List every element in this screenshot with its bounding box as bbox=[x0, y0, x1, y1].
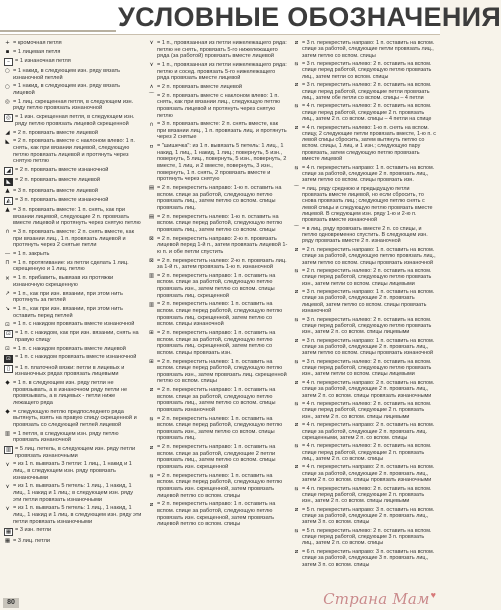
stitch-symbol-icon: ⌒ bbox=[148, 93, 155, 100]
legend-entry bbox=[293, 549, 436, 568]
legend-entry-text: = 1 изнаночная петля bbox=[15, 57, 71, 64]
legend-entry-text: = 3 п. перекрестить налево: 2 п. оставить на вспом. спице перед работой, следующую петлю провязать лиц., затем петли со вспом. спицы bbox=[302, 61, 432, 80]
legend-entry bbox=[293, 443, 436, 462]
legend-entry bbox=[293, 359, 436, 378]
legend-entry-text: = 2 п. провязать вместе лицевой bbox=[13, 129, 99, 136]
stitch-symbol-icon: ⧄ bbox=[294, 289, 299, 296]
legend-entry-text: = 2 п. провязать вместе с наклоном влево: 1 п. снять, как при вязании лицевой, следующую петлю провязать лицевой и протянуть через снятую петлю bbox=[13, 138, 135, 165]
stitch-symbol-icon: ⋎ bbox=[5, 461, 10, 468]
stitch-symbol-icon: ⧄ bbox=[294, 40, 299, 46]
legend-entry bbox=[4, 380, 142, 406]
legend-entry-text: = 2 п. провязать вместе изнаночной bbox=[15, 166, 109, 173]
legend-entry bbox=[293, 103, 436, 122]
stitch-symbol-icon: ▦ bbox=[5, 528, 12, 535]
legend-entry-text: = 4 п. перекрестить направо: 1 п. оставить на вспом. спице за работой, следующие 2 п. провязать лиц., затем петлю со вспом. спицы провязать изн. bbox=[302, 164, 435, 184]
stitch-symbol-icon: ⧅ bbox=[294, 485, 299, 492]
legend-entry bbox=[148, 501, 288, 527]
legend-entry-text: = 4 п. перекрестить налево: 1-ю п. снять на вспом. спицу, 2 следующие петли провязать вместе, 1-ю п. с левой спицы сбросить, затем вытянуть петлю со вспом. спицы, 1 лиц. и 1 изн.; следующую пару провязать, затем следующую петлю провязать вместе лицевой bbox=[302, 124, 436, 163]
stitch-symbol-icon: ⋎ bbox=[5, 505, 10, 512]
stitch-symbol-icon: ⧅ bbox=[294, 358, 299, 365]
legend-entry-text: = 3 п. перекрестить налево: 2 п. оставить на вспом. спице перед работой, следующую петлю провязать изн., затем петли со вспом. спицы лицевыми bbox=[302, 358, 432, 378]
legend-entry bbox=[148, 473, 288, 499]
stitch-symbol-icon: ⧄ bbox=[294, 337, 299, 344]
stitch-symbol-icon: ⊞ bbox=[149, 358, 154, 365]
page-title: УСЛОВНЫЕ ОБОЗНАЧЕНИЯ bbox=[118, 2, 501, 32]
legend-entry-text: = 1 п., как при изн. вязании, при этом нить протянуть за петлей bbox=[13, 290, 123, 304]
legend-entry bbox=[148, 444, 288, 470]
legend-entry-text: = 3 п. провязать вместе: 1 п. снять, как при вязании лицевой, следующие 2 п. провязать вместе лицевой и протянуть через снятую петлю bbox=[13, 207, 141, 227]
legend-entry bbox=[4, 99, 142, 112]
legend-entry-text: = 1 лицевая петля bbox=[13, 48, 61, 55]
legend-entry-text: = 5 п. перекрестить направо: 3 п. оставить на вспом. спице за работой, следующие 2 п. провязать лиц., затем 3 п. со вспом. спицы bbox=[302, 506, 435, 526]
stitch-symbol-icon: ↘ bbox=[5, 306, 10, 313]
legend-entry-text: = 1 п. прибавить, вывязав из протяжки изнаночную скрещенную bbox=[13, 275, 114, 288]
legend-entry-text: = 1 п. закрыть bbox=[13, 251, 50, 258]
legend-entry-text: = 6 п. перекрестить направо: 3 п. оставить на вспом. спице за работой, следующие 3 п. провязать лиц., затем 3 п. со вспом. спицы bbox=[302, 548, 435, 568]
legend-entry-text: = 3 п. провязать вместе лицевой bbox=[13, 187, 99, 194]
stitch-symbol-icon: ⧄ bbox=[294, 82, 299, 89]
legend-entry-text: = 3 п. провязать вместе: 2 п. снять вместе, как при вязании лиц., 1 п. провязать лиц. и протянуть через 2 снятые bbox=[157, 121, 287, 141]
legend-entry bbox=[4, 114, 142, 127]
heart-icon: ♥ bbox=[430, 590, 436, 600]
stitch-symbol-icon: ◣ bbox=[4, 178, 13, 186]
legend-entry-text: = 5 п. перекрестить налево: 2 п. оставить на вспом. спице перед работой, следующие 3 п. провязать лиц., затем 2 п. со вспом. спицы bbox=[302, 527, 432, 547]
legend-entry bbox=[4, 83, 142, 96]
stitch-symbol-icon: ⧄ bbox=[294, 379, 299, 386]
legend-entry bbox=[293, 226, 436, 245]
legend-entry-text: = 1 п. с накидом провязать вместе лицевой bbox=[13, 345, 126, 352]
legend-entry-text: = 3 п. провязать вместе изнаночной bbox=[15, 196, 109, 203]
legend-entry-text: = 2 п. перекрестить налево: 1 п. оставить на вспом. спице перед работой, следующую петлю провязать изн., затем провязать лиц. скрещенной петлю со вспом. спицы bbox=[157, 358, 287, 385]
legend-entry-text: = 1 п. с накидом, как при изн. вязании, снять на правую спицу bbox=[15, 330, 139, 343]
legend-entry bbox=[4, 527, 142, 535]
legend-entry-text: = 3 п. перекрестить налево: 2 п. оставить на вспом. спице перед работой, следующие петли провязать лиц., затем обе петли со вспом. спицы – 4 петли bbox=[302, 82, 432, 101]
legend-entry bbox=[4, 409, 142, 429]
stitch-symbol-icon: ∩ bbox=[5, 229, 10, 236]
legend-entry-text: = 3 п. перекрестить налево: 2 п. оставить на вспом. спице перед работой, следующую петлю провязать изн., затем 2 п. со вспом. спицы лицевыми bbox=[302, 316, 432, 336]
legend-entry-text: = из 1 п. вывязать 5 петель: 1 лиц., 1 накид, 1 лиц., 1 накид и 1 лиц. в следующем изн. ряду эти петли провязать изнаночными bbox=[13, 505, 142, 525]
legend-entry bbox=[4, 167, 142, 175]
legend-entry bbox=[293, 401, 436, 420]
legend-entry bbox=[293, 464, 436, 483]
legend-entry-text: = 1 п., как при изн. вязании, при этом нить оставить перед петлей bbox=[13, 305, 123, 319]
legend-entry bbox=[293, 507, 436, 526]
legend-entry-text: = "шишечка": из 1 п. вывязать 5 петель: 1 лиц., 1 накид, 1 лиц., 1 накид, 1 лиц.; повернуть, 5 изн., повернуть, 5 лиц., повернуть, 5 изн., повернуть, 2 вместе, 1 лиц. и 2 вместе, повернуть, 3 изн., повернуть, 1 п. снять, 2 провязать вместе и протянуть через снятую bbox=[157, 143, 287, 183]
stitch-symbol-icon: ⧄ bbox=[294, 548, 299, 555]
legend-entry-text: = 4 п. перекрестить налево: 2 п. оставить на вспом. спице перед работой, следующие 2 п. провязать изн., затем 2 п. со вспом. спицы лицевыми bbox=[302, 485, 432, 505]
stitch-symbol-icon: ⧅ bbox=[149, 415, 154, 422]
stitch-symbol-icon: ◭ bbox=[4, 197, 13, 205]
stitch-symbol-icon: + bbox=[5, 40, 10, 47]
legend-entry-text: = 1 п., провязанная из петли нижележащего ряда: петлю и сосед. провязать 5-го нижележащего ряда провязать вместе лицевой bbox=[157, 61, 287, 82]
watermark-text: Страна Мам bbox=[323, 590, 430, 608]
legend-entry bbox=[148, 62, 288, 82]
legend-entry-text: = 4 п. перекрестить налево: 2 п. оставить на вспом. спице перед работой, следующие 2 п. провязать лиц., затем 2 п. со вспом. спицы – 4 петли на спице bbox=[302, 103, 432, 122]
legend-entry-text: = 5 лиц. петель, в следующем изн. ряду петли провязать изнаночными bbox=[15, 446, 136, 459]
legend-column-2 bbox=[148, 40, 288, 530]
legend-entry bbox=[148, 214, 288, 234]
legend-entry bbox=[293, 289, 436, 314]
stitch-symbol-icon: ○ bbox=[5, 83, 10, 90]
stitch-symbol-icon: ▥ bbox=[148, 273, 155, 280]
legend-entry-text: = 1 п. в следующем изн. ряду петли не провязывать, а в изнаночном ряду петли не провязывать, а в лицевых - петли ниже лежащего ряда bbox=[13, 380, 128, 406]
stitch-symbol-icon: ⧅ bbox=[294, 401, 299, 408]
stitch-symbol-icon: ⌒ bbox=[293, 185, 300, 192]
stitch-symbol-icon: ▪ bbox=[5, 49, 10, 56]
legend-entry-text: = 1 накид, в следующем изн. ряду вязать изнаночной петлей bbox=[13, 68, 121, 81]
legend-entry bbox=[148, 301, 288, 327]
stitch-symbol-icon: ↗ bbox=[5, 290, 10, 297]
stitch-symbol-icon: ∩ bbox=[149, 121, 154, 128]
stitch-symbol-icon: ▲ bbox=[5, 188, 10, 195]
legend-entry-text: = лиц. ряду среднюю и предыдущую петли провязать вместе лицевой, но если сбросить, то снова провязать лиц.; следующую петлю снять с левой спицы и следующую петлю провязать вместе лицевой. В следующем изн. ряду 1-ю и 2-ю п. провязать вместе изнаночной bbox=[302, 185, 433, 224]
stitch-symbol-icon: ✕ bbox=[5, 275, 10, 282]
stitch-symbol-icon: ⧅ bbox=[294, 527, 299, 534]
legend-entry-text: = 2 п. перекрестить направо: 1 п. оставить на вспом. спице за работой, следующую петлю провязать изн. скрещенной, затем провязать лицевой петлю со вспом. спицы bbox=[157, 501, 276, 528]
legend-entry bbox=[293, 125, 436, 163]
page-number: 80 bbox=[3, 598, 19, 608]
stitch-symbol-icon: ⧅ bbox=[294, 103, 299, 110]
legend-entry bbox=[148, 93, 288, 119]
stitch-symbol-icon: ⧄ bbox=[294, 124, 299, 131]
legend-column-3 bbox=[293, 40, 436, 570]
legend-entry bbox=[4, 431, 142, 444]
stitch-symbol-icon: — bbox=[4, 251, 11, 258]
stitch-symbol-icon: ⌒ bbox=[293, 225, 300, 232]
legend-entry-text: = 4 п. перекрестить направо: 2 п. оставить на вспом. спице за работой, следующие 2 п. провязать лиц., затем 2 п. со вспом. спицы провязать изнаночными bbox=[302, 464, 435, 484]
legend-entry-text: = 2 п. перекрестить налево: 1 п. оставить на вспом. спице перед работой, следующую петлю провязать изн. скрещенной, затем провязать лицевой петлю со вспом. спицы bbox=[157, 472, 283, 499]
legend-entry bbox=[4, 68, 142, 81]
stitch-symbol-icon: ◆ bbox=[5, 380, 10, 387]
stitch-symbol-icon: ⧄ bbox=[294, 246, 299, 253]
legend-entry-text: = 2 п. провязать вместе с наклоном влево: 1 п. снять, как при вязании лиц., следующую петлю провязать лицевой и протянуть через снятую петлю bbox=[157, 92, 281, 119]
legend-entry-text: = 2 п. перекрестить налево: 1-ю п. оставить на вспом. спице перед работой, следующую петлю провязать лиц., затем петлю со вспом. спицы bbox=[157, 213, 283, 233]
legend-entry-text: = 2 п. перекрестить направо: 1 п. оставить на вспом. спице за работой, следующую петлю провязать лиц. скрещенной, затем петлю со вспом. спицы провязать изн. bbox=[157, 330, 276, 356]
legend-entry-text: = 3 п. перекрестить направо: 1 п. оставить на вспом. спице за работой, следующие петли провязать лиц., затем петлю со вспом. спицы bbox=[302, 40, 435, 59]
stitch-symbol-icon: ⊡ bbox=[5, 345, 10, 352]
legend-entry bbox=[4, 291, 142, 304]
legend-entry-text: = 1 петля, в следующем изн. ряду петлю провязать изнаночной bbox=[13, 430, 119, 444]
stitch-symbol-icon: ⊓ bbox=[5, 260, 10, 267]
stitch-symbol-icon: ⧅ bbox=[294, 316, 299, 323]
stitch-symbol-icon: ⊡ bbox=[4, 355, 13, 363]
stitch-symbol-icon: ⧅ bbox=[294, 443, 299, 450]
legend-entry bbox=[293, 247, 436, 266]
legend-entry bbox=[148, 121, 288, 141]
stitch-symbol-icon: ▥ bbox=[5, 447, 12, 454]
legend-entry-text: = 3 п. перекрестить направо: 1 п. оставить на вспом. спице за работой, следующие 2 п. провязать лиц., затем петлю со вспом. спицы провязать изнаночной bbox=[302, 337, 435, 357]
legend-entry-text: = следующую петлю предпоследнего ряда вытянуть, взять на правую спицу скрещенной и провязать со следующей петлей лицевой bbox=[13, 408, 137, 428]
legend-entry bbox=[293, 528, 436, 547]
stitch-symbol-icon: ⋎ bbox=[5, 483, 10, 490]
legend-entry-text: = 2 п. перекрестить направо: 1-ю п. оставить на вспом. спице за работой, следующую петлю провязать лиц., затем петлю со вспом. спицы провязать лиц. bbox=[157, 185, 282, 211]
stitch-symbol-icon: ⊠ bbox=[149, 257, 154, 264]
stitch-symbol-icon: ⧄ bbox=[149, 501, 154, 508]
legend-entry bbox=[4, 260, 142, 273]
legend-entry-text: = 1 п. протягивание: из петли сделать 1 лиц. скрещенную и 1 лиц. петлю bbox=[13, 259, 129, 273]
legend-entry bbox=[148, 185, 288, 211]
stitch-symbol-icon: ◎ bbox=[5, 99, 10, 106]
legend-entry-text: = 4 п. перекрестить направо: 2 п. оставить на вспом. спице за работой, следующие 2 п. провязать лиц., затем 2 п. со вспом. спицы провязать изнаночными bbox=[302, 379, 435, 399]
footer bbox=[0, 590, 440, 610]
legend-entry bbox=[4, 321, 142, 328]
legend-entry-text: = 4 п. перекрестить направо: 2 п. оставить на вспом. спице за работой, следующие 2 п. провязать лиц. скрещенными, затем 2 п. со вспом. спицы bbox=[302, 422, 435, 441]
legend-entry-text: = 1 п. с накидом провязать вместе изнаночной bbox=[15, 354, 137, 361]
legend-entry-text: = 3 изн. петли bbox=[15, 527, 52, 534]
legend-entry-text: = 2 п. перекрестить направо: 1 п. оставить на вспом. спице за работой, следующую петлю провязать изн., затем петлю со вспом. спицы провязать лиц. скрещенной bbox=[157, 272, 276, 299]
legend-entry-text: = 2 п. провязать вместе лицевой bbox=[157, 83, 243, 90]
legend-entry bbox=[4, 275, 142, 288]
legend-entry bbox=[4, 505, 142, 525]
legend-entry-text: = 2 п. перекрестить налево: 2-ю п. провязать лиц. за 1-й п., затем провязать 1-ю п. изнаночной bbox=[157, 257, 287, 271]
legend-entry bbox=[148, 236, 288, 256]
legend-entry-text: = из 1 п. вывязать 5 петель: 1 лиц., 1 накид, 1 лиц., 1 накид и 1 лиц.; в следующем изн. ряду эти петли провязать изнаночными bbox=[13, 483, 134, 503]
stitch-symbol-icon: ⊡ bbox=[5, 321, 10, 328]
watermark-logo bbox=[323, 590, 436, 608]
stitch-symbol-icon: ⧄ bbox=[294, 422, 299, 429]
legend-entry bbox=[293, 380, 436, 399]
legend-entry bbox=[4, 538, 142, 545]
legend-column-1 bbox=[4, 40, 142, 547]
stitch-symbol-icon: ▲ bbox=[5, 207, 10, 214]
legend-entry bbox=[293, 317, 436, 336]
stitch-symbol-icon: ◆ bbox=[5, 409, 10, 415]
legend-entry bbox=[4, 346, 142, 353]
legend-entry bbox=[293, 82, 436, 101]
legend-entry-text: = из 1 п. вывязать 3 петли: 1 лиц., 1 накид и 1 лиц., в следующем изн. ряду провязать изнаночными bbox=[13, 461, 132, 481]
legend-entry bbox=[4, 177, 142, 185]
stitch-symbol-icon: ⧅ bbox=[294, 61, 299, 68]
stitch-symbol-icon: ◎ bbox=[4, 114, 13, 122]
stitch-symbol-icon: ▤ bbox=[148, 185, 155, 192]
stitch-symbol-icon: ▥ bbox=[4, 430, 11, 437]
legend-entry bbox=[4, 207, 142, 227]
legend-entry bbox=[4, 58, 142, 66]
stitch-symbol-icon: ⧄ bbox=[294, 506, 299, 513]
stitch-symbol-icon: ○ bbox=[5, 68, 10, 75]
legend-entry bbox=[148, 387, 288, 413]
legend-entry bbox=[4, 138, 142, 164]
legend-entry bbox=[4, 365, 142, 378]
legend-entry bbox=[293, 40, 436, 59]
stitch-symbol-icon: ◢ bbox=[5, 129, 10, 136]
legend-entry bbox=[4, 354, 142, 362]
legend-entry-text: = в лиц. ряду провязать вместе 2 п. со спицы, и петлю одновременно спустить. В следующем изн. ряду провязать вместе 2 п. изнаночной bbox=[302, 225, 428, 245]
legend-entry bbox=[4, 229, 142, 249]
title-rule bbox=[0, 30, 116, 32]
legend-entry-text: = 2 п. перекрестить направо: 1 п. оставить на вспом. спице за работой, следующую петлю провязать лиц., затем петлю со вспом. спицы провязать изнаночной bbox=[302, 246, 436, 266]
stitch-symbol-icon: ʊ bbox=[149, 143, 154, 150]
legend-entry-text: = 4 п. перекрестить налево: 2 п. оставить на вспом. спице перед работой, следующие 2 п. провязать лиц., затем 2 п. со вспом. спицы bbox=[302, 443, 432, 462]
legend-entry bbox=[148, 330, 288, 356]
stitch-symbol-icon: ∧ bbox=[149, 84, 154, 91]
stitch-symbol-icon: ◣ bbox=[5, 138, 10, 145]
stitch-symbol-icon: ⊡ bbox=[4, 330, 13, 338]
legend-entry bbox=[4, 306, 142, 319]
legend-entry-text: = 4 п. перекрестить налево: 2 п. оставить на вспом. спице перед работой, следующие 2 п. провязать изн., затем 2 п. со вспом. спицы лицевыми bbox=[302, 401, 432, 420]
legend-entry-text: = 1 п. с накидом провязать вместе изнаночной bbox=[13, 321, 135, 328]
legend-entry bbox=[4, 251, 142, 258]
legend-entry-text: = 1 п., провязанная из петли нижележащего ряда: петлю не снять, провязать 5-го нижележащего ряда (за работой) провязать вместе лицевой bbox=[157, 40, 287, 60]
legend-entry bbox=[4, 446, 142, 459]
legend-entry bbox=[148, 84, 288, 91]
legend-entry bbox=[148, 40, 288, 60]
legend-entry bbox=[293, 486, 436, 505]
legend-entry-text: = 2 п. перекрестить направо: 1 п. оставить на вспом. спице за работой, следующую петлю провязать лиц., затем петлю со вспом. спицы провязать изнаночной bbox=[157, 387, 276, 413]
legend-entry-text: = 2 п. перекрестить направо: 2-ю п. провязать лицевой перед 1-й п., затем провязать лицевой 1-ю п. и обе петли спустить bbox=[157, 235, 288, 255]
stitch-symbol-icon: ⊞ bbox=[149, 330, 154, 337]
stitch-symbol-icon: ⧅ bbox=[294, 268, 299, 274]
legend-entry-text: = 3 п. перекрестить направо: 1 п. оставить на вспом. спице за работой, следующие 2 п. провязать лицевой, затем петлю со вспом. спицы провязать изнаночной bbox=[302, 289, 435, 315]
legend-entry bbox=[148, 143, 288, 183]
legend-entry-text: = 2 п. провязать вместе лицевой bbox=[15, 177, 101, 184]
legend-entry bbox=[293, 338, 436, 357]
stitch-symbol-icon: ◢ bbox=[4, 167, 13, 175]
legend-entry bbox=[148, 416, 288, 442]
legend-entry-text: = 1 лиц. скрещенная петля, в следующем изн. ряду петлю провязать изнаночной bbox=[13, 98, 134, 112]
stitch-symbol-icon: ⊠ bbox=[149, 235, 154, 242]
legend-entry-text: = 2 п. перекрестить направо: 1 п. оставить на вспом. спице за работой, следующие 2 петли провязать лиц., затем петлю со вспом. спицы провязать изн. скрещенной bbox=[157, 444, 276, 471]
stitch-symbol-icon: ▦ bbox=[4, 538, 11, 545]
stitch-symbol-icon: ▤ bbox=[148, 213, 155, 220]
legend-entry-text: = 2 п. перекрестить налево: 1 п. оставить на вспом. спице перед работой, следующую петлю провязать лиц. скрещенной, затем петлю со вспом. спицы изнаночной bbox=[157, 301, 283, 328]
stitch-symbol-icon: ⋎ bbox=[149, 40, 154, 47]
stitch-symbol-icon: ⧅ bbox=[294, 164, 299, 171]
stitch-symbol-icon: – bbox=[4, 58, 13, 66]
legend-entry bbox=[293, 268, 436, 287]
stitch-symbol-icon: ⧄ bbox=[149, 444, 154, 451]
stitch-symbol-icon: ▯ bbox=[4, 365, 13, 373]
legend-entry-text: = 1 накид, в следующем изн. ряду вязать лицевой bbox=[13, 83, 121, 97]
legend-entry bbox=[4, 483, 142, 503]
legend-entry bbox=[4, 40, 142, 47]
legend-entry-text: = 1 изн. скрещенная петля, в следующем изн. ряду петлю провязать лицевой скрещенной bbox=[15, 114, 135, 127]
legend-entry-text: = 1 п. платочной вязки: петли в лицевых и изнаночных рядах провязать лицевыми bbox=[15, 364, 125, 378]
legend-entry-text: = 3 п. провязать вместе: 2 п. снять вместе, как при вязании лиц., 1 п. провязать лицевой и протянуть через 2 снятые петли bbox=[13, 229, 135, 249]
header-bar bbox=[0, 0, 501, 35]
stitch-symbol-icon: ⧄ bbox=[149, 387, 154, 394]
legend-entry bbox=[148, 359, 288, 385]
stitch-symbol-icon: ▥ bbox=[148, 301, 155, 308]
legend-entry bbox=[148, 273, 288, 299]
legend-entry bbox=[293, 165, 436, 184]
legend-entry bbox=[4, 130, 142, 137]
legend-entry bbox=[293, 61, 436, 80]
legend-entry-text: = кромочная петля bbox=[13, 40, 62, 46]
legend-entry-text: = 3 лиц. петли bbox=[13, 537, 50, 544]
legend-entry bbox=[4, 197, 142, 205]
legend-entry bbox=[4, 188, 142, 195]
legend-entry bbox=[293, 422, 436, 441]
stitch-symbol-icon: ⋎ bbox=[149, 62, 154, 69]
legend-entry bbox=[4, 330, 142, 343]
legend-entry bbox=[4, 461, 142, 481]
legend-entry-text: = 2 п. перекрестить налево: 1 п. оставить на вспом. спице перед работой, следующую петлю провязать изн., затем петлю со вспом. спицы провязать лиц. bbox=[157, 415, 283, 442]
stitch-symbol-icon: ⧄ bbox=[294, 464, 299, 471]
stitch-symbol-icon: ⧅ bbox=[149, 473, 154, 480]
legend-entry bbox=[293, 186, 436, 224]
legend-entry bbox=[148, 258, 288, 271]
legend-entry bbox=[4, 49, 142, 56]
legend-entry-text: = 2 п. перекрестить налево: 2 п. оставить на вспом. спице перед работой, следующую петлю провязать изн., затем петли со вспом. спицы лицевыми bbox=[302, 268, 432, 287]
